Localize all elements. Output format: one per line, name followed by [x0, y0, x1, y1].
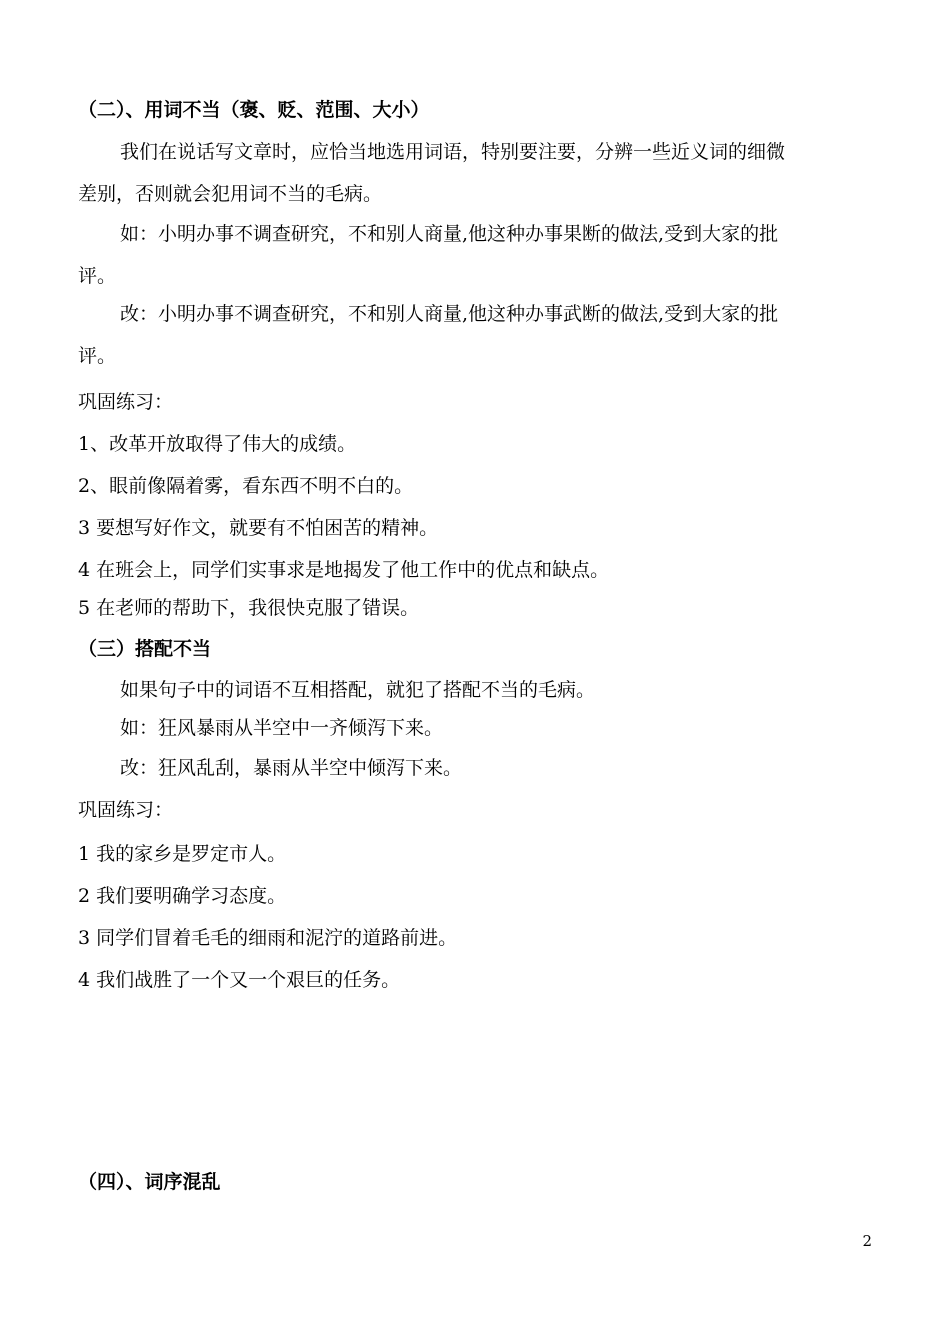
section2-example-line1: 如：小明办事不调查研究，不和别人商量,他这种办事果断的做法,受到大家的批: [120, 223, 779, 245]
section2-intro-line2: 差别，否则就会犯用词不当的毛病。: [78, 183, 383, 205]
section3-example: 如：狂风暴雨从半空中一齐倾泻下来。: [120, 717, 444, 739]
section3-heading: （三）搭配不当: [78, 638, 212, 660]
section3-intro: 如果句子中的词语不互相搭配，就犯了搭配不当的毛病。: [120, 679, 596, 701]
section2-exercise-item: 5 在老师的帮助下，我很快克服了错误。: [78, 597, 420, 619]
section3-exercise-item: 1 我的家乡是罗定市人。: [78, 843, 287, 865]
section3-exercise-item: 3 同学们冒着毛毛的细雨和泥泞的道路前进。: [78, 927, 458, 949]
page-number: 2: [862, 1232, 872, 1250]
section2-heading: （二）、用词不当（褒、贬、范围、大小）: [78, 99, 430, 121]
section3-exercise-item: 4 我们战胜了一个又一个艰巨的任务。: [78, 969, 401, 991]
section3-fix: 改：狂风乱刮，暴雨从半空中倾泻下来。: [120, 757, 463, 779]
section2-fix-line1: 改：小明办事不调查研究，不和别人商量,他这种办事武断的做法,受到大家的批: [120, 303, 779, 325]
section2-exercise-item: 3 要想写好作文，就要有不怕困苦的精神。: [78, 517, 439, 539]
section2-exercise-item: 2、眼前像隔着雾，看东西不明不白的。: [78, 475, 414, 497]
section2-exercise-item: 1、改革开放取得了伟大的成绩。: [78, 433, 357, 455]
section2-intro-line1: 我们在说话写文章时，应恰当地选用词语，特别要注要，分辨一些近义词的细微: [120, 141, 786, 163]
section2-fix-line2: 评。: [78, 345, 117, 367]
section2-practice-label: 巩固练习：: [78, 391, 174, 413]
section2-exercise-item: 4 在班会上，同学们实事求是地揭发了他工作中的优点和缺点。: [78, 559, 610, 581]
section3-practice-label: 巩固练习：: [78, 799, 174, 821]
section4-heading: （四）、词序混乱: [78, 1171, 221, 1193]
section2-example-line2: 评。: [78, 265, 117, 287]
section3-exercise-item: 2 我们要明确学习态度。: [78, 885, 287, 907]
